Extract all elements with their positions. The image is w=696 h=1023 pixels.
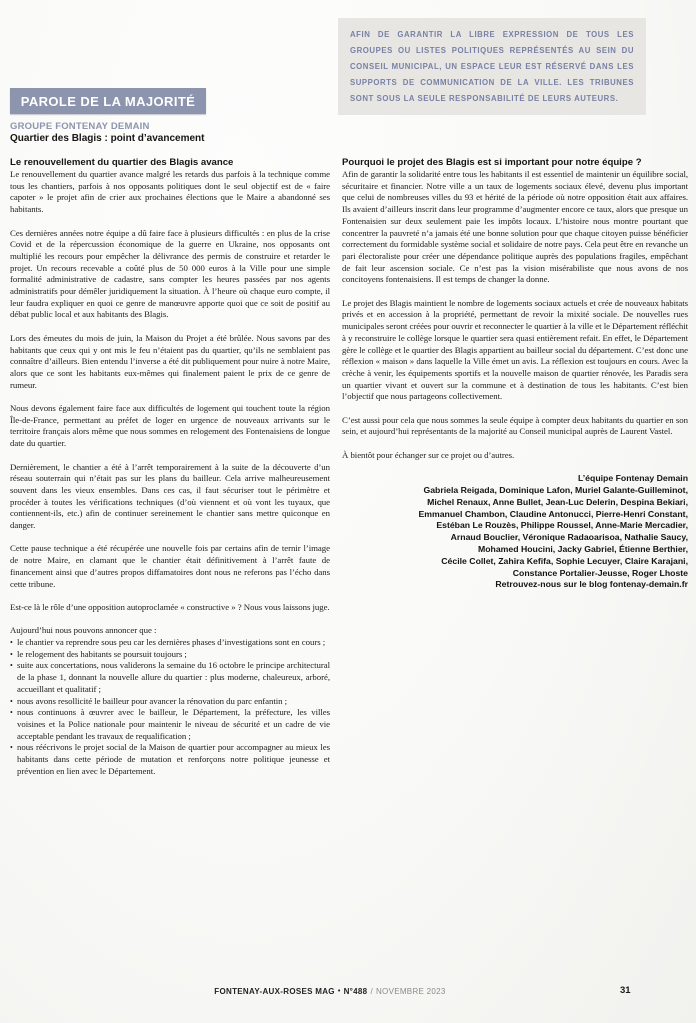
paragraph: Afin de garantir la solidarité entre tous les habitants il est essentiel de maintenir un équilibre social, sécuritaire et financier. Notre ville a un taux de logements sociaux élevé, devenu plus important que celui de nombreuses villes du 93 et hérité de la période où notre opposition était aux affaires. Ils avaient d’ailleurs inscrit dans leur programme d’augmenter encore ce taux, alors que presque un Fontenaisien sur deux seulement paie les impôts locaux. L’histoire nous montre pourtant que concentrer la pauvreté n’a jamais été une bonne solution pour que chaque citoyen puisse bénéficier correctement du formidable système social et solidaire de notre pays. Cela peut être en revanche un pari électoraliste pour créer une dépendance politique auprès des populations fragiles, empêchant de fait leur ascension sociale. Ce n’est pas la vision misérabiliste que nous avons de nos concitoyens fontenaisiens. Il est temps de changer la donne. [342,169,688,285]
team-name: L’équipe Fontenay Demain [577,473,688,484]
list-intro: Aujourd’hui nous pouvons annoncer que : [10,625,157,636]
magazine-name: FONTENAY-AUX-ROSES MAG [214,987,335,996]
article-title: Quartier des Blagis : point d’avancement [10,133,205,144]
left-column [10,157,330,777]
paragraph: Lors des émeutes du mois de juin, la Maison du Projet a été brûlée. Nous savons par des habitants que ceux qui y ont mis le feu n’étaient pas du quartier, qu’ils ne semblaient pas connaître d’ailleurs. Bien entendu l’inverse a été dit publiquement pour nuire à notre Maire, alors que ce sont les habitants eux-mêmes qui finalement paient le prix de ce genre de rumeur. [10,332,330,390]
list-item-text: le relogement des habitants se poursuit toujours ; [17,648,187,659]
bullet-icon: • [10,743,13,753]
footer [0,987,660,996]
list-item [10,696,330,708]
article-columns [10,157,688,777]
bullet-icon: • [10,661,13,671]
list-item [10,660,330,695]
section-title: PAROLE DE LA MAJORITÉ [20,93,196,109]
list-item [10,707,330,742]
paragraph: Est-ce là le rôle d’une opposition autoproclamée « constructive » ? Nous vous laissons juge. [10,601,330,612]
bullet-icon: • [10,638,13,648]
signature-line: Emmanuel Chambon, Claudine Antonucci, Pierre-Henri Constant, [418,508,688,519]
left-column-heading: Le renouvellement du quartier des Blagis avance [10,157,234,168]
closing-paragraph: À bientôt pour échanger sur ce projet ou d’autres. [342,449,515,460]
list-item [10,649,330,661]
paragraph: Dernièrement, le chantier a été à l’arrêt temporairement à la suite de la découverte d’un réseau souterrain qui n’était pas sur les plans du bailleur. Cela arrive malheureusement souvent dans les vieux ensembles. Dans ces cas, il faut sécuriser tout le périmètre et procéder à toutes les vérifications techniques (d’où viennent et où vont les tuyaux, que contiennent-ils, etc.) afin de continuer sereinement le chantier sans mettre quiconque en danger. [10,461,330,531]
signature-line: Michel Renaux, Anne Bullet, Jean-Luc Delerin, Despina Bekiari, [427,496,688,507]
group-name: GROUPE FONTENAY DEMAIN [10,121,150,132]
section-banner [10,88,206,114]
signature-line: Estéban Le Rouzès, Philippe Roussel, Anne-Marie Mercadier, [436,520,688,531]
signature-line: Arnaud Bouclier, Véronique Radaoarisoa, Nathalie Saucy, [450,532,688,543]
signature-line: Mohamed Houcini, Jacky Gabriel, Étienne Berthier, [477,544,688,554]
signature-block [342,473,688,591]
list-item [10,742,330,777]
signature-line: Constance Portalier-Jeusse, Roger Lhoste [512,567,688,578]
list-item-text: nous continuons à œuvrer avec le bailleur, le Département, la préfecture, les villes voisines et la Police nationale pour maintenir le niveau de sécurité et un cadre de vie acceptable pendant les travaux de requalification ; [17,707,330,741]
issue-date: NOVEMBRE 2023 [375,987,446,996]
paragraph: C’est aussi pour cela que nous sommes la seule équipe à compter deux habitants du quartier en son sein, et aujourd’hui représentants de la majorité au Conseil municipal auprès de Laurent Vastel. [342,414,688,437]
paragraph: Nous devons également faire face aux difficultés de logement qui touchent toute la région Île-de-France, permettant au préfet de loger en urgence de nouveaux arrivants sur le territoire français alors même que nous sommes en relogement des Fontenaisiens de longue date du quartier. [10,403,330,449]
slash-separator: / [370,987,373,996]
list-item-text: le chantier va reprendre sous peu car les dernières phases d’investigations sont en cours ; [17,637,326,648]
paragraph: Le projet des Blagis maintient le nombre de logements sociaux actuels et crée de nouveaux habitats privés et en accession à la propriété, permettant de revoir la mixité sociale. De nouvelles rues municipales seront créées pour ouvrir et reconnecter le quartier à la ville et le Département réfléchit à y reconstruire le collège lorsque le quartier sera quasi entièrement refait. En effet, le Département gère le collège et le quartier des Blagis appartient au bailleur social du département. C’est donc une réflexion « maison » dans laquelle la Ville émet un avis. La réflexion est toujours en cours. Avec la crèche à venir, les équipements sportifs et la nouvelle maison de quartier rénovée, les Paradis sera un quartier vivant et ouvert sur la commune et à destination de tous les habitants. C’est bien l’objectif que nous partageons collectivement. [342,297,688,402]
bullet-icon: • [10,649,13,659]
page-number: 31 [620,985,631,996]
right-column [342,157,688,777]
paragraph: Ces dernières années notre équipe a dû faire face à plusieurs difficultés : en plus de la crise Covid et de la répercussion économique de la guerre en Ukraine, nos opposants ont multiplié les recours pour empêcher la délivrance des permis de construire et retarder le projet. Un recours recevable a coûté plus de 50 000 euros à la Ville pour une simple formalité administrative de cadastre, sans compter les heures passées par nos agents administratifs pour démêler juridiquement la situation. À l’heure où chaque euro compte, il leur faudra expliquer en quoi ce genre de manœuvre apporte quoi que ce soit de positif au débat public local et aux habitants des Blagis. [10,227,330,320]
signature-line: Gabriela Reigada, Dominique Lafon, Muriel Galante-Guilleminot, [423,485,688,496]
announcement-list [10,637,330,777]
disclaimer-box [338,18,646,115]
paragraph: Cette pause technique a été récupérée une nouvelle fois par certains afin de ternir l’image de notre Maire, en clamant que le chantier était définitivement à l’arrêt faute de financement ainsi que d’autres propos diffamatoires dont nous ne referons pas l’écho dans cette tribune. [10,543,330,589]
blog-mention: Retrouvez-nous sur le blog fontenay-demain.fr [495,579,688,590]
signature-line: Cécile Collet, Zahira Kefifa, Sophie Lecuyer, Claire Karajani, [441,555,688,566]
bullet-icon: • [10,708,13,718]
list-item-text: suite aux concertations, nous validerons la semaine du 16 octobre le principe architectural de la phase 1, donnant la nouvelle allure du quartier : plus moderne, chaleureux, arboré, accueillant et qualitatif ; [17,660,330,694]
bullet-icon: • [10,696,13,706]
right-column-heading: Pourquoi le projet des Blagis est si important pour notre équipe ? [342,157,642,168]
list-item-text: nous avons resollicité le bailleur pour avancer la rénovation du parc enfantin ; [17,695,288,706]
list-item-text: nous réécrivons le projet social de la Maison de quartier pour accompagner au mieux les habitants dans cette période de mutation et renforçons notre politique jeunesse et prévention en lien avec le Département. [17,742,330,776]
issue-number: N°488 [343,987,368,996]
list-item [10,637,330,649]
dot-separator-icon: • [337,988,341,995]
disclaimer-text: AFIN DE GARANTIR LA LIBRE EXPRESSION DE TOUS LES GROUPES OU LISTES POLITIQUES REPRÉSENTÉS AU SEIN DU CONSEIL MUNICIPAL, UN ESPACE LEUR EST RÉSERVÉ DANS LES SUPPORTS DE COMMUNICATION DE LA VILLE. LES TRIBUNES SONT SOUS LA SEULE RESPONSABILITÉ DE LEURS AUTEURS. [350,30,634,103]
paragraph: Le renouvellement du quartier avance malgré les retards dus parfois à la technique comme tous les chantiers, parfois à nos opposants politiques dont le seul objectif est de « faire capoter » le projet afin de crier aux prochaines élections que le Maire a abandonné ses habitants. [10,169,330,215]
